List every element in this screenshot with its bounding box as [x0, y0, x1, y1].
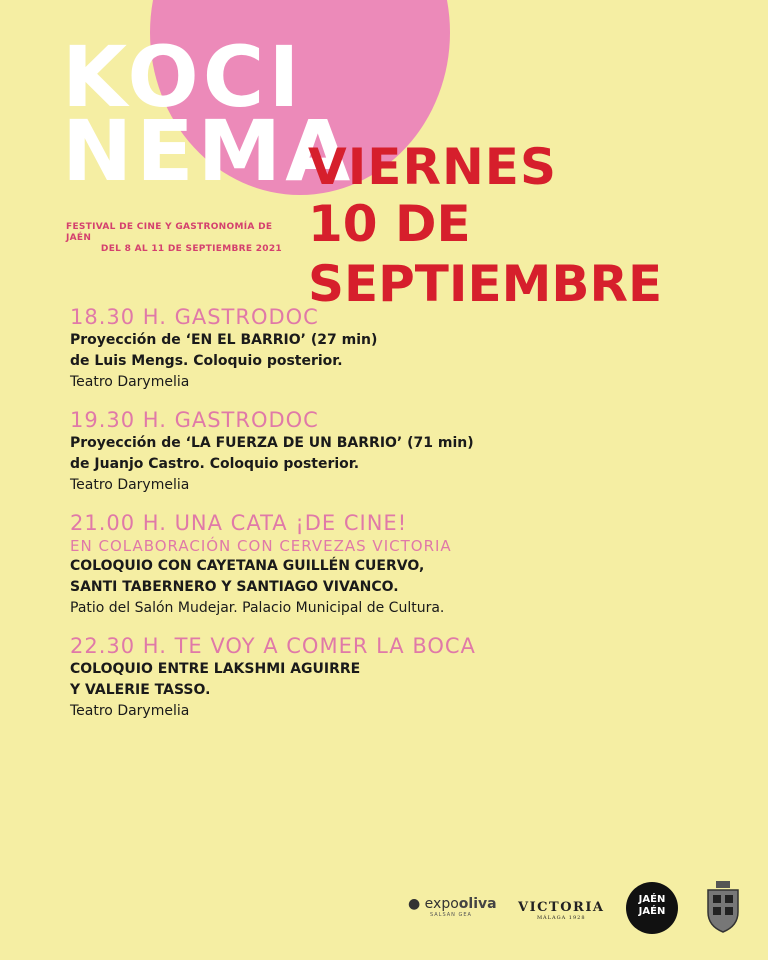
- event-description-line: COLOQUIO CON CAYETANA GUILLÉN CUERVO,: [70, 558, 425, 574]
- event-description-line: Y VALERIE TASSO.: [70, 682, 211, 698]
- event-venue: Teatro Darymelia: [70, 477, 190, 493]
- event-title: 21.00 H. UNA CATA ¡DE CINE!: [70, 511, 408, 535]
- city-crest-icon: [704, 880, 742, 934]
- event-list: [70, 304, 730, 736]
- event-title: 19.30 H. GASTRODOC: [70, 408, 319, 432]
- event-description-line: SANTI TABERNERO Y SANTIAGO VIVANCO.: [70, 579, 399, 595]
- jaen-jaen-logo: [626, 882, 678, 934]
- logo-line-2: NEMA: [62, 102, 355, 200]
- event-venue: Patio del Salón Mudejar. Palacio Municipal de Cultura.: [70, 600, 445, 616]
- expoliva-logo: [408, 896, 497, 918]
- event-description-line: Proyección de ‘EN EL BARRIO’ (27 min): [70, 332, 378, 348]
- victoria-name: VICTORIA: [518, 900, 605, 915]
- kocinema-logo: [62, 28, 355, 200]
- jaen-line-1: JAÉN: [638, 894, 666, 905]
- event-item: [70, 633, 730, 722]
- expoliva-drop-icon: ●: [408, 896, 421, 912]
- victoria-tagline: MÁLAGA 1928: [536, 915, 586, 921]
- event-venue: Teatro Darymelia: [70, 374, 190, 390]
- event-date: [308, 140, 768, 314]
- event-description-line: de Luis Mengs. Coloquio posterior.: [70, 353, 343, 369]
- date-weekday: VIERNES: [308, 138, 557, 196]
- date-day: 10 DE SEPTIEMBRE: [308, 195, 663, 313]
- expoliva-partners: SALSAN GEA: [430, 912, 472, 918]
- expoliva-text-b: oliva: [458, 896, 497, 912]
- event-item: [70, 407, 730, 496]
- jaen-line-2: JAÉN: [638, 906, 666, 917]
- event-item: [70, 510, 730, 619]
- expoliva-text-a: expo: [424, 896, 459, 912]
- event-description-line: Proyección de ‘LA FUERZA DE UN BARRIO’ (71 min): [70, 435, 474, 451]
- tagline-line-2: DEL 8 AL 11 DE SEPTIEMBRE 2021: [100, 244, 282, 254]
- sponsor-bar: [408, 880, 748, 940]
- victoria-logo: [518, 900, 604, 921]
- event-venue: Teatro Darymelia: [70, 703, 190, 719]
- event-item: [70, 304, 730, 393]
- event-title: 18.30 H. GASTRODOC: [70, 305, 319, 329]
- tagline-line-1: FESTIVAL DE CINE Y GASTRONOMÍA DE JAÉN: [66, 222, 273, 243]
- logo-line-1: KOCI: [62, 28, 304, 126]
- festival-tagline: [66, 222, 282, 255]
- event-subtitle: EN COLABORACIÓN CON CERVEZAS VICTORIA: [70, 537, 452, 555]
- event-title: 22.30 H. TE VOY A COMER LA BOCA: [70, 634, 476, 658]
- event-description-line: COLOQUIO ENTRE LAKSHMI AGUIRRE: [70, 661, 361, 677]
- event-description-line: de Juanjo Castro. Coloquio posterior.: [70, 456, 360, 472]
